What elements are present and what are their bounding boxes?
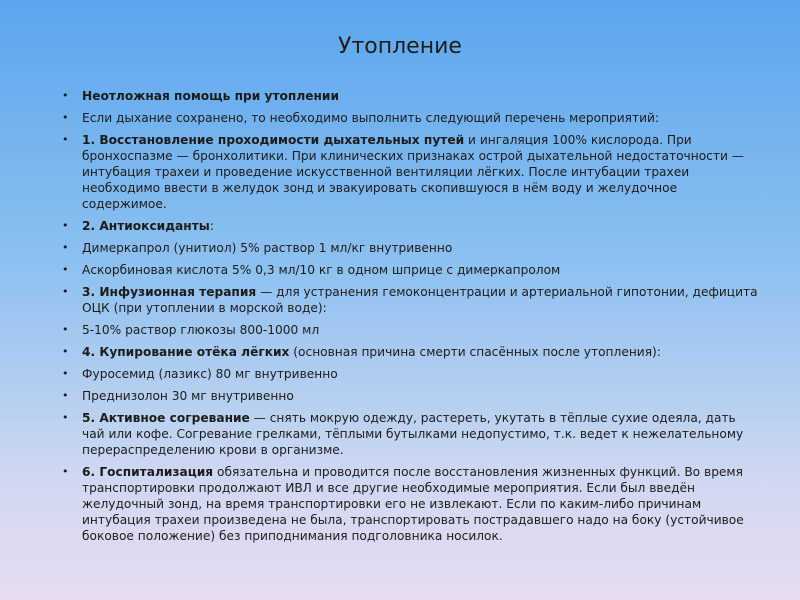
list-item	[62, 344, 762, 360]
item-text: Если дыхание сохранено, то необходимо выполнить следующий перечень мероприятий:	[82, 111, 660, 125]
item-text: Фуросемид (лазикс) 80 мг внутривенно	[82, 367, 338, 381]
list-item	[62, 284, 762, 316]
slide-title: Утопление	[338, 34, 462, 59]
list-item	[62, 388, 762, 404]
bullet-icon: •	[62, 345, 69, 358]
item-text: :	[209, 219, 214, 233]
bullet-icon: •	[62, 133, 69, 146]
item-text: и ингаляция 100% кислорода. При бронхоспазме — бронхолитики. При клинических признаках острой дыхательной недостаточности — интубация трахеи и проведение искусственной вентиляции лёгких. После интубации трахеи необходимо ввести в желудок зонд и эвакуировать скопившуюся в нём воду и желудочное содержимое.	[82, 133, 744, 211]
list-item	[62, 132, 762, 212]
bullet-icon: •	[62, 367, 69, 380]
list-item	[62, 110, 762, 126]
bullet-icon: •	[62, 111, 69, 124]
list-item	[62, 218, 762, 234]
list-item	[62, 366, 762, 382]
item-bold: 6. Госпитализация	[82, 465, 214, 479]
bullet-icon: •	[62, 411, 69, 424]
bullet-icon: •	[62, 89, 69, 102]
bullet-icon: •	[62, 263, 69, 276]
bullet-icon: •	[62, 219, 69, 232]
item-bold: 3. Инфузионная терапия	[82, 285, 257, 299]
list-item	[62, 88, 762, 104]
item-bold: Неотложная помощь при утоплении	[82, 89, 340, 103]
item-text: (основная причина смерти спасённых после утопления):	[289, 345, 661, 359]
list-item	[62, 410, 762, 458]
bullet-icon: •	[62, 465, 69, 478]
bullet-icon: •	[62, 323, 69, 336]
item-bold: 2. Антиоксиданты	[82, 219, 210, 233]
item-text: Аскорбиновая кислота 5% 0,3 мл/10 кг в одном шприце с димеркапролом	[82, 263, 561, 277]
list-item	[62, 322, 762, 338]
list-item	[62, 240, 762, 256]
item-bold: 5. Активное согревание	[82, 411, 250, 425]
bullet-icon: •	[62, 285, 69, 298]
item-text: — снять мокрую одежду, растереть, укутать в тёплые сухие одеяла, дать чай или кофе. Согревание грелками, тёплыми бутылками недопустимо, т.к. ведет к нежелательному перераспределению крови в организме.	[82, 411, 744, 457]
list-item	[62, 262, 762, 278]
item-text: Димеркапрол (унитиол) 5% раствор 1 мл/кг внутривенно	[82, 241, 453, 255]
item-bold: 1. Восстановление проходимости дыхательных путей	[82, 133, 465, 147]
item-text: Преднизолон 30 мг внутривенно	[82, 389, 294, 403]
item-text: обязательна и проводится после восстановления жизненных функций. Во время транспортировки продолжают ИВЛ и все другие необходимые мероприятия. Если был введён желудочный зонд, на время транспортировки его не извлекают. Если по каким-либо причинам интубация трахеи произведена не была, транспортировать пострадавшего надо на боку (устойчивое боковое положение) без приподнимания подголовника носилок.	[82, 465, 744, 543]
list-item	[62, 464, 762, 544]
item-text: — для устранения гемоконцентрации и артериальной гипотонии, дефицита ОЦК (при утоплении в морской воде):	[82, 285, 758, 315]
bullet-list	[62, 88, 762, 550]
item-bold: 4. Купирование отёка лёгких	[82, 345, 290, 359]
bullet-icon: •	[62, 389, 69, 402]
bullet-icon: •	[62, 241, 69, 254]
item-text: 5-10% раствор глюкозы 800-1000 мл	[82, 323, 320, 337]
